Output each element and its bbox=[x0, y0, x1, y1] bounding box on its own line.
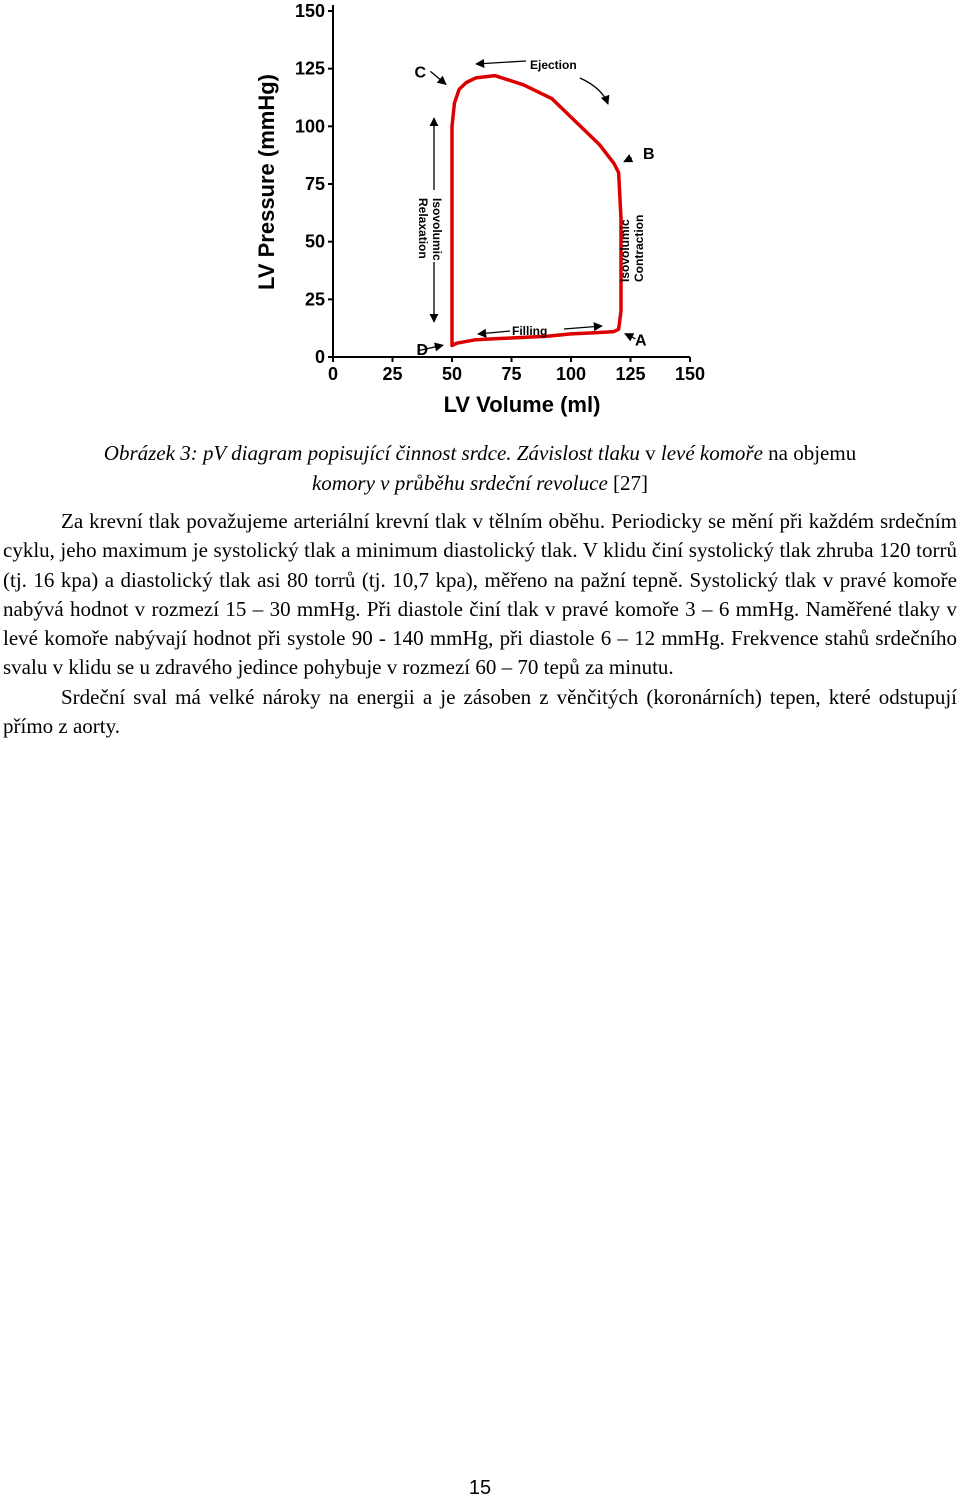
caption-text-1d: na objemu bbox=[762, 441, 857, 465]
x-tick-label: 100 bbox=[555, 364, 587, 384]
y-tick-label: 125 bbox=[294, 58, 325, 79]
y-tick-label: 150 bbox=[294, 1, 325, 21]
axis-ticks bbox=[295, 1, 705, 384]
x-axis-title: LV Volume (ml) bbox=[443, 392, 601, 417]
page-number: 15 bbox=[468, 1477, 492, 1499]
pv-loop-line bbox=[452, 76, 621, 346]
caption-reference: [27] bbox=[607, 471, 649, 495]
caption-text-2a: komory v průběhu srdeční revoluce bbox=[311, 471, 608, 495]
filling-label: Filling bbox=[512, 324, 548, 338]
isovolumic-contraction-label bbox=[618, 215, 646, 282]
ejection-arrow-right bbox=[580, 78, 608, 104]
x-tick-label: 150 bbox=[674, 364, 706, 384]
y-axis-title: LV Pressure (mmHg) bbox=[254, 74, 279, 290]
filling-arrow-left bbox=[478, 331, 510, 334]
x-tick-label: 75 bbox=[501, 364, 522, 384]
point-c-arrow bbox=[430, 71, 446, 84]
isovolumic-contraction-line1: Isovolumic bbox=[618, 219, 632, 282]
filling-arrow-right bbox=[564, 326, 602, 329]
pv-diagram-figure bbox=[240, 0, 720, 420]
caption-line-1 bbox=[0, 438, 960, 468]
caption-line-2 bbox=[0, 468, 960, 498]
point-d-label: D bbox=[416, 342, 428, 360]
point-a-arrow bbox=[625, 334, 635, 339]
paragraph-1: Za krevní tlak považujeme arteriální krevní tlak v tělním oběhu. Periodicky se mění při každém srdečním cyklu, jeho maximum je systolický tlak a minimum diastolický tlak. V klidu činí systolický tlak zhruba 120 torrů (tj. 16 kpa) a diastolický tlak asi 80 torrů (tj. 10,7 kpa), měřeno na pažní tepně. Systolický tlak v pravé komoře nabývá hodnot v rozmezí 15 – 30 mmHg. Při diastole činí tlak v pravé komoře 3 – 6 mmHg. Naměřené tlaky v levé komoře nabývají hodnot při systole 90 - 140 mmHg, při diastole 6 – 12 mmHg. Frekvence stahů srdečního svalu v klidu se u zdravého jedince pohybuje v rozmezí 60 – 70 tepů za minutu. bbox=[3, 509, 957, 680]
point-a-label: A bbox=[634, 332, 647, 350]
paragraph-2: Srdeční sval má velké nároky na energii a je zásoben z věnčitých (koronárních) tepen, které odstupují přímo z aorty. bbox=[3, 684, 957, 739]
isovolumic-contraction-line2: Contraction bbox=[632, 214, 646, 282]
point-b-label: B bbox=[642, 146, 655, 164]
x-tick-label: 125 bbox=[615, 364, 646, 384]
isovolumic-relaxation-label bbox=[416, 198, 444, 261]
point-b-arrow bbox=[624, 158, 632, 162]
y-tick-label: 75 bbox=[304, 174, 325, 194]
caption-text-1b: v bbox=[639, 441, 661, 465]
x-tick-label: 25 bbox=[382, 364, 403, 384]
pv-loop-chart bbox=[240, 0, 720, 420]
figure-caption bbox=[0, 438, 960, 498]
x-tick-label: 0 bbox=[327, 364, 339, 384]
ejection-label: Ejection bbox=[530, 58, 577, 72]
caption-text-1a: Obrázek 3: pV diagram popisující činnost srdce. Závislost tlaku bbox=[103, 441, 640, 465]
y-tick-label: 100 bbox=[294, 116, 325, 137]
y-tick-label: 50 bbox=[304, 231, 325, 252]
isovolumic-relaxation-line2: Relaxation bbox=[416, 198, 430, 259]
isovolumic-relaxation-line1: Isovolumic bbox=[430, 198, 444, 261]
y-tick-label: 0 bbox=[314, 347, 325, 367]
body-text bbox=[3, 507, 957, 741]
ejection-arrow-left bbox=[476, 61, 526, 64]
caption-text-1c: levé komoře bbox=[660, 441, 763, 465]
x-tick-label: 50 bbox=[441, 364, 463, 384]
y-tick-label: 25 bbox=[304, 289, 325, 310]
point-c-label: C bbox=[414, 64, 426, 82]
